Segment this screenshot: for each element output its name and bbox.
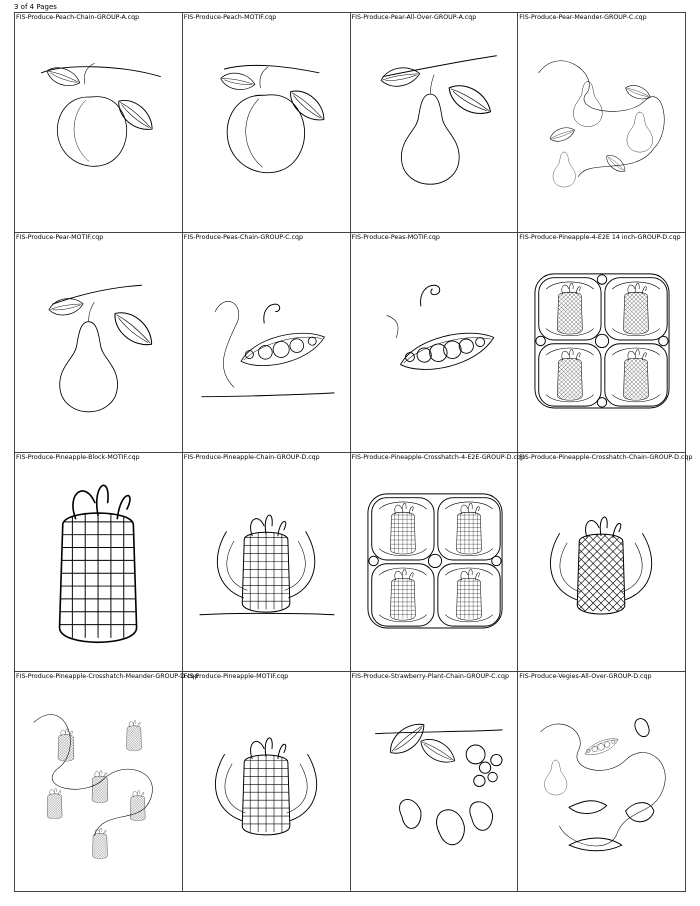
pattern-cell[interactable]: [183, 672, 351, 892]
pattern-filename: FIS-Produce-Pear-All-Over-GROUP-A.cqp: [351, 14, 477, 21]
pattern-line-art: [193, 35, 341, 205]
pattern-filename: FIS-Produce-Pear-Meander-GROUP-C.cqp: [519, 14, 647, 21]
pattern-line-art: [361, 475, 509, 645]
pattern-cell[interactable]: [518, 672, 686, 892]
pattern-filename: FIS-Produce-Pineapple-Block-MOTIF.cqp: [16, 453, 140, 461]
pattern-cell[interactable]: [183, 13, 351, 233]
pattern-cell[interactable]: [183, 233, 351, 453]
pattern-filename: FIS-Produce-Pineapple-4-E2E 14 inch-GROUP-D.cqp: [519, 233, 681, 241]
pattern-cell[interactable]: [518, 453, 693, 673]
pattern-filename: FIS-Produce-Peas-MOTIF.cqp: [351, 233, 440, 241]
pattern-grid: [14, 12, 693, 892]
pear-motif-thumbnail: [25, 255, 173, 425]
pineapple-motif-thumbnail: [193, 694, 341, 864]
pattern-cell[interactable]: [518, 233, 686, 453]
pattern-cell[interactable]: [15, 13, 183, 233]
pattern-filename: FIS-Produce-Pear-MOTIF.cqp: [16, 233, 104, 241]
vegies-allover-thumbnail: [528, 694, 676, 864]
pattern-line-art: [361, 694, 509, 864]
pattern-line-art: [528, 255, 676, 425]
pattern-line-art: [528, 694, 676, 864]
pattern-filename: FIS-Produce-Pineapple-MOTIF.cqp: [183, 673, 289, 681]
pattern-line-art: [193, 475, 341, 645]
pineapple-crosshatch-4-thumbnail: [361, 475, 509, 645]
peach-motif-thumbnail: [193, 35, 341, 205]
pear-allover-thumbnail: [361, 35, 509, 205]
pattern-line-art: [25, 35, 173, 205]
pattern-cell[interactable]: [518, 13, 686, 233]
strawberry-chain-thumbnail: [361, 694, 509, 864]
pattern-line-art: [25, 255, 173, 425]
peach-chain-thumbnail: [25, 35, 173, 205]
pattern-filename: FIS-Produce-Pineapple-Crosshatch-Chain-GROUP-D.cqp: [519, 453, 693, 461]
peas-chain-thumbnail: [193, 255, 341, 425]
pineapple-chain-thumbnail: [193, 475, 341, 645]
pattern-cell[interactable]: [15, 672, 199, 892]
pear-meander-thumbnail: [528, 35, 676, 205]
pineapple-crosshatch-chain-thumbnail: [528, 475, 676, 645]
pattern-filename: FIS-Produce-Peach-Chain-GROUP-A.cqp: [16, 14, 140, 21]
pattern-cell[interactable]: [15, 233, 183, 453]
pattern-cell[interactable]: [15, 453, 183, 673]
pattern-filename: FIS-Produce-Vegies-All-Over-GROUP-D.cqp: [519, 673, 652, 681]
peas-motif-thumbnail: [361, 255, 509, 425]
page-count: 3 of 4 Pages: [14, 3, 57, 11]
pattern-line-art: [25, 475, 173, 645]
pattern-filename: FIS-Produce-Pineapple-Chain-GROUP-D.cqp: [183, 453, 320, 461]
pattern-line-art: [528, 35, 676, 205]
pattern-filename: FIS-Produce-Strawberry-Plant-Chain-GROUP-C.cqp: [351, 673, 509, 681]
pattern-cell[interactable]: [183, 453, 351, 673]
pattern-cell[interactable]: [351, 13, 519, 233]
pineapple-crosshatch-meander-thumbnail: [25, 694, 173, 864]
pattern-cell[interactable]: [351, 672, 519, 892]
pattern-line-art: [193, 255, 341, 425]
pineapple-4-e2e-thumbnail: [528, 255, 676, 425]
pattern-line-art: [193, 694, 341, 864]
pattern-line-art: [361, 35, 509, 205]
pattern-filename: FIS-Produce-Pineapple-Crosshatch-4-E2E-GROUP-D.cqp: [351, 453, 525, 461]
pattern-line-art: [361, 255, 509, 425]
pattern-cell[interactable]: [351, 453, 525, 673]
pattern-filename: FIS-Produce-Peas-Chain-GROUP-C.cqp: [183, 233, 304, 241]
pattern-line-art: [25, 694, 173, 864]
pattern-line-art: [528, 475, 676, 645]
pineapple-block-thumbnail: [25, 475, 173, 645]
pattern-cell[interactable]: [351, 233, 519, 453]
pattern-filename: FIS-Produce-Peach-MOTIF.cqp: [183, 14, 277, 21]
pattern-filename: FIS-Produce-Pineapple-Crosshatch-Meander-GROUP-D.cqp: [16, 673, 199, 681]
